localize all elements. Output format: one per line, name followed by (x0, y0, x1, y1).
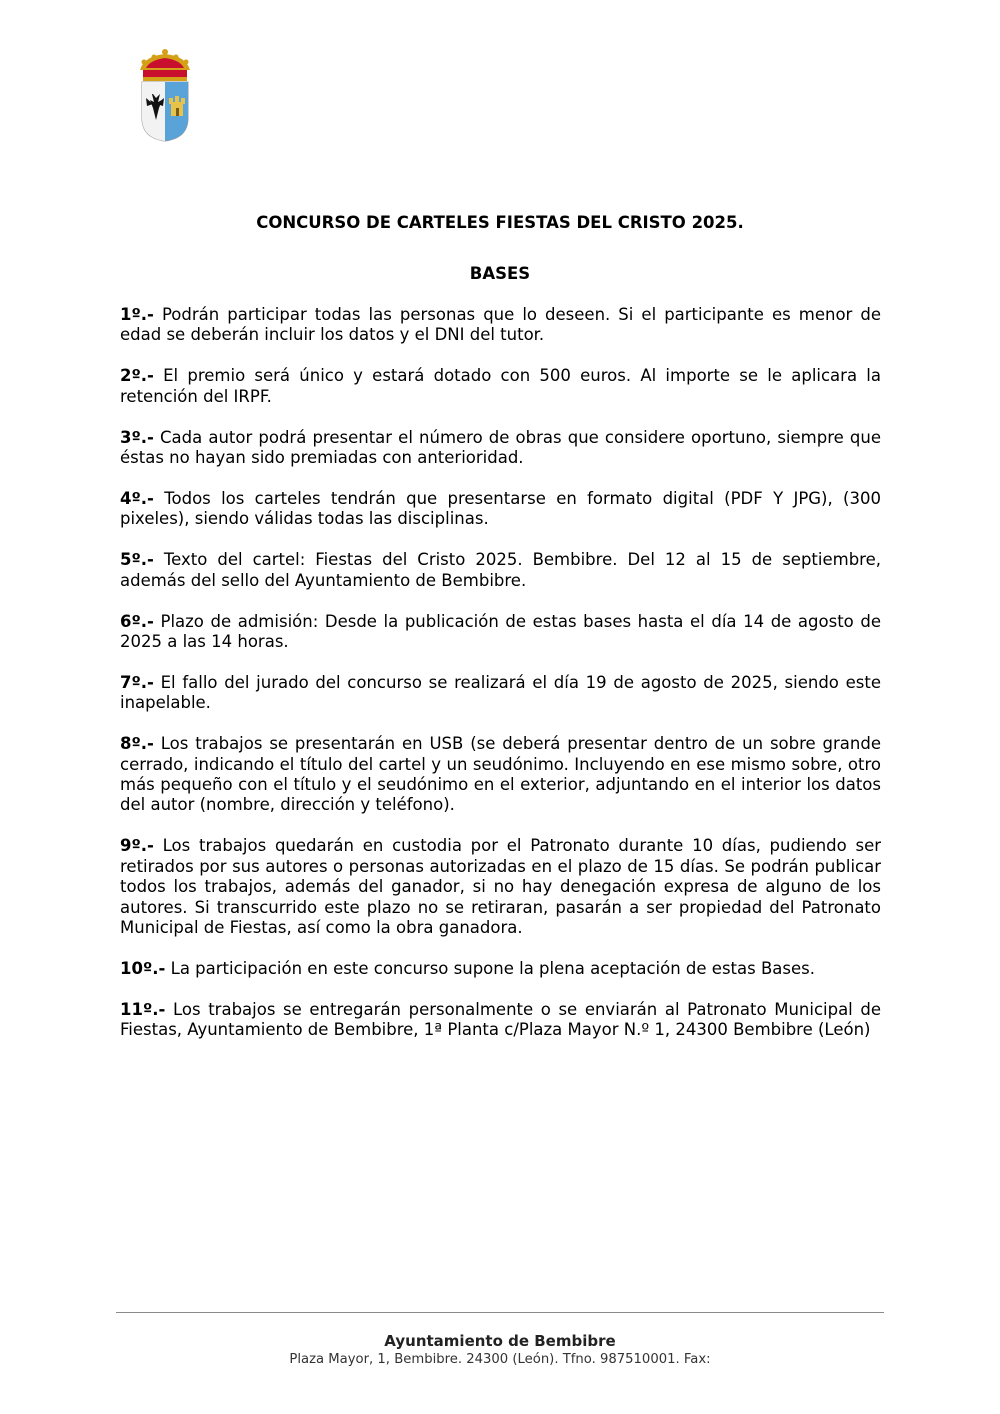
clause-number: 4º.- (120, 488, 154, 508)
clause-list (120, 305, 881, 1061)
clause-text: Plazo de admisión: Desde la publicación de estas bases hasta el día 14 de agosto de 2025 a las 14 horas. (120, 611, 881, 651)
clause-number: 1º.- (120, 305, 154, 324)
footer-address: Plaza Mayor, 1, Bembibre. 24300 (León). Tfno. 987510001. Fax: (289, 1352, 711, 1367)
footer-organization: Ayuntamiento de Bembibre (384, 1332, 616, 1350)
clause-text: La participación en este concurso supone la plena aceptación de estas Bases. (165, 958, 815, 978)
clause-number: 5º.- (120, 550, 154, 570)
clause-6 (120, 612, 881, 653)
clause-5 (120, 550, 881, 591)
clause-number: 11º.- (120, 999, 166, 1019)
document-subtitle: BASES (469, 264, 531, 283)
clause-8 (120, 734, 881, 816)
clause-10 (120, 959, 881, 979)
clause-text: Los trabajos se presentarán en USB (se deberá presentar dentro de un sobre grande cerrado, indicando el título del cartel y un seudónimo. Incluyendo en ese mismo sobre, otro más pequeño con el título y el seudónimo en el exterior, adjuntando en el interior los datos del autor (nombre, dirección y teléfono). (120, 734, 881, 815)
clause-7 (120, 673, 881, 714)
clause-3 (120, 428, 881, 469)
clause-text: El fallo del jurado del concurso se realizará el día 19 de agosto de 2025, siendo este inapelable. (120, 672, 881, 713)
clause-text: Texto del cartel: Fiestas del Cristo 2025. Bembibre. Del 12 al 15 de septiembre, además del sello del Ayuntamiento de Bembibre. (120, 550, 881, 590)
document-title: CONCURSO DE CARTELES FIESTAS DEL CRISTO 2025. (256, 213, 744, 232)
clause-text: Los trabajos se entregarán personalmente o se enviarán al Patronato Municipal de Fiestas, Ayuntamiento de Bembibre, 1ª Planta c/Plaza Mayor N.º 1, 24300 Bembibre (León) (120, 999, 881, 1040)
clause-number: 6º.- (120, 611, 154, 631)
footer-divider (116, 1312, 884, 1313)
clause-text: Cada autor podrá presentar el número de obras que considere oportuno, siempre que éstas no hayan sido premiadas con anterioridad. (120, 427, 881, 468)
clause-11 (120, 1000, 881, 1041)
clause-text: El premio será único y estará dotado con 500 euros. Al importe se le aplicara la retención del IRPF. (120, 366, 881, 406)
clause-text: Los trabajos quedarán en custodia por el Patronato durante 10 días, pudiendo ser retirados por sus autores o personas autorizadas en el plazo de 15 días. Se podrán publicar todos los trabajos, además del ganador, si no hay denegación expresa de alguno de los autores. Si transcurrido este plazo no se retiraran, pasarán a ser propiedad del Patronato Municipal de Fiestas, así como la obra ganadora. (120, 836, 881, 937)
clause-1 (120, 305, 881, 346)
clause-4 (120, 489, 881, 530)
clause-2 (120, 366, 881, 407)
coat-of-arms-icon (134, 48, 196, 144)
clause-number: 10º.- (120, 958, 166, 978)
clause-text: Podrán participar todas las personas que lo deseen. Si el participante es menor de edad se deberán incluir los datos y el DNI del tutor. (120, 305, 881, 345)
clause-number: 3º.- (120, 427, 154, 447)
clause-number: 7º.- (120, 672, 154, 692)
clause-9 (120, 836, 881, 938)
clause-number: 2º.- (120, 366, 154, 386)
clause-number: 8º.- (120, 734, 154, 754)
clause-number: 9º.- (120, 836, 154, 856)
clause-text: Todos los carteles tendrán que presentarse en formato digital (PDF Y JPG), (300 pixeles), siendo válidas todas las disciplinas. (120, 488, 881, 529)
